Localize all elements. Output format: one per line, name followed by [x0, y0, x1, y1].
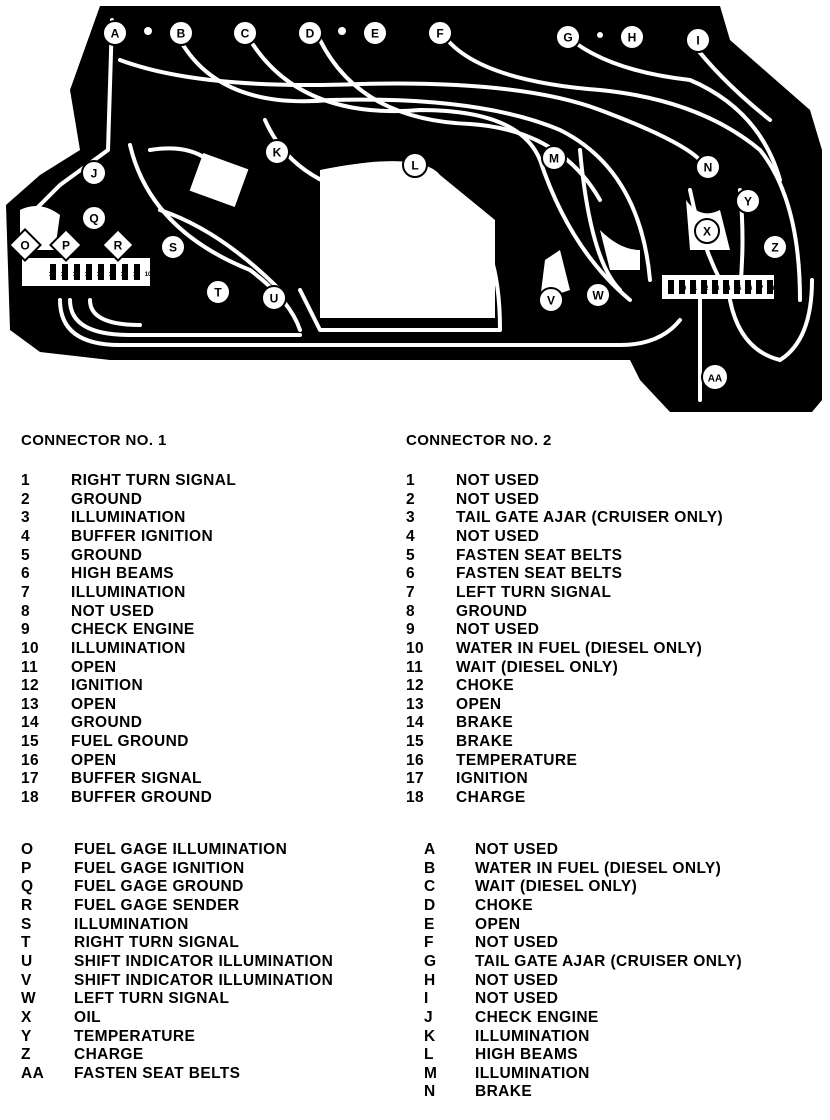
pad-aa: [702, 364, 728, 390]
connector2-label: LEFT TURN SIGNAL: [456, 583, 612, 601]
circuit-board-diagram: [0, 0, 830, 420]
connector2-key: 13: [406, 695, 425, 713]
connector1-key: 17: [21, 770, 40, 788]
connector1-label: RIGHT TURN SIGNAL: [71, 472, 237, 489]
connector2-key: 15: [406, 733, 425, 751]
letter-legend-right-label: CHECK ENGINE: [475, 1008, 599, 1026]
connector2-label: NOT USED: [456, 490, 540, 508]
pad-v: [539, 288, 563, 312]
pad-label: Y: [743, 194, 753, 209]
pin-number: 14: [96, 272, 104, 278]
letter-legend-left-key: Z: [21, 1046, 31, 1064]
letter-legend-left-label: FUEL GAGE IGNITION: [74, 859, 245, 877]
connector1-key: 11: [21, 658, 39, 676]
letter-legend-left-key: V: [21, 971, 32, 989]
pad-q: [82, 206, 106, 230]
letter-legend-left-label: SHIFT INDICATOR ILLUMINATION: [74, 952, 334, 970]
connector2-title: CONNECTOR NO. 2: [406, 432, 552, 449]
letter-legend-right-key: M: [424, 1064, 438, 1082]
pad-x: [695, 219, 719, 243]
connector2-label: OPEN: [456, 695, 502, 713]
letter-legend-right-key: K: [424, 1027, 436, 1045]
connector1-pin-labels: [49, 272, 152, 278]
letter-legend-right-label: WAIT (DIESEL ONLY): [475, 878, 638, 896]
letter-legend-right-label: ILLUMINATION: [475, 1027, 590, 1045]
letter-legend-left-key: O: [21, 841, 34, 858]
pad-n: [696, 155, 720, 179]
connector2-key: 16: [406, 751, 425, 769]
pad-label: Q: [89, 211, 99, 226]
connector1-key: 12: [21, 677, 40, 695]
letter-legend-left-key: S: [21, 915, 32, 933]
pad-label: P: [61, 238, 71, 253]
pad-l: [403, 153, 427, 177]
pad-d: [298, 21, 322, 45]
letter-legend-right-label: NOT USED: [475, 934, 559, 952]
pad-c: [233, 21, 257, 45]
connector2-key: 7: [406, 583, 416, 601]
connector2-key: 14: [406, 714, 425, 732]
pad-label: T: [214, 285, 222, 300]
pad-label: O: [20, 238, 30, 253]
letter-legend-right-label: ILLUMINATION: [475, 1064, 590, 1082]
pad-y: [736, 189, 760, 213]
pad-label: I: [696, 33, 700, 48]
pad-label: R: [113, 238, 123, 253]
pad-t: [206, 280, 230, 304]
connector2-label: CHARGE: [456, 789, 526, 807]
pad-label: V: [546, 293, 556, 308]
connector2-key: 17: [406, 770, 425, 788]
pin-number: 16: [745, 286, 753, 292]
pad-label: S: [168, 240, 178, 255]
connector1-label: BUFFER IGNITION: [71, 527, 214, 545]
pad-u: [262, 286, 286, 310]
pad-label: J: [90, 166, 98, 181]
connector2-key: 12: [406, 677, 425, 695]
connector1-key: 5: [21, 546, 31, 564]
letter-legend-left-label: TEMPERATURE: [74, 1027, 196, 1045]
connector1-key: 9: [21, 621, 31, 639]
pin-number: 9: [670, 286, 674, 292]
letter-legend-right-label: NOT USED: [475, 971, 559, 989]
pad-label: F: [436, 26, 444, 41]
pin-number: 14: [723, 286, 731, 292]
pad-label: G: [563, 30, 573, 45]
pad-h: [620, 25, 644, 49]
letter-legend-right-key: A: [424, 841, 436, 858]
pin-number: 18: [48, 272, 56, 278]
pad-e: [363, 21, 387, 45]
connector2-label: IGNITION: [456, 770, 529, 788]
pad-label: C: [240, 26, 250, 41]
letter-legend-left-key: T: [21, 934, 31, 952]
letter-legend-right-key: N: [424, 1083, 436, 1101]
connector1-label: OPEN: [71, 658, 117, 676]
pad-label: K: [272, 145, 282, 160]
pad-label: Z: [771, 240, 779, 255]
connector2-label: BRAKE: [456, 733, 514, 751]
pin-number: 11: [690, 286, 698, 292]
letter-legend-right-key: G: [424, 952, 437, 970]
connector1-key: 1: [21, 472, 31, 489]
connector1-label: HIGH BEAMS: [71, 565, 175, 583]
pad-i: [686, 28, 710, 52]
connector2-label: FASTEN SEAT BELTS: [456, 546, 623, 564]
letter-legend-right-key: F: [424, 934, 434, 952]
connector2-label: NOT USED: [456, 621, 540, 639]
letter-legend-left-label: FUEL GAGE ILLUMINATION: [74, 841, 288, 858]
connector2-key: 1: [406, 472, 416, 489]
connector1-key: 14: [21, 714, 40, 732]
pad-w: [586, 283, 610, 307]
pad-label: M: [549, 151, 559, 166]
letter-legend-left-label: CHARGE: [74, 1046, 144, 1064]
letter-legend-left-key: X: [21, 1008, 32, 1026]
letter-legend-left-label: FUEL GAGE SENDER: [74, 896, 240, 914]
letter-legend-left-label: FASTEN SEAT BELTS: [74, 1064, 241, 1082]
pin-number: 18: [767, 286, 775, 292]
letter-legend-left-key: Y: [21, 1027, 32, 1045]
connector2-label: NOT USED: [456, 527, 540, 545]
connector2-key: 11: [406, 658, 424, 676]
letter-legend-left-label: ILLUMINATION: [74, 915, 189, 933]
pin-number: 16: [72, 272, 80, 278]
connector1-key: 15: [21, 733, 40, 751]
connector1-label: OPEN: [71, 751, 117, 769]
letter-legend-right-label: NOT USED: [475, 841, 559, 858]
connector2-key: 2: [406, 490, 416, 508]
letter-legend-right-label: NOT USED: [475, 990, 559, 1008]
letter-legend-right-key: D: [424, 896, 436, 914]
connector2-key: 5: [406, 546, 416, 564]
letter-legend-left-key: U: [21, 952, 33, 970]
pad-f: [428, 21, 452, 45]
letter-legend-left-label: OIL: [74, 1008, 102, 1026]
pad-label: X: [702, 224, 712, 239]
connector1-label: GROUND: [71, 490, 143, 508]
pin-number: 15: [734, 286, 742, 292]
pad-label: E: [370, 26, 380, 41]
letter-legend-right-key: H: [424, 971, 436, 989]
connector2-label: GROUND: [456, 602, 528, 620]
letter-legend-left-label: SHIFT INDICATOR ILLUMINATION: [74, 971, 334, 989]
connector2-label: WAIT (DIESEL ONLY): [456, 658, 619, 676]
pad-label: D: [305, 26, 315, 41]
pad-a: [103, 21, 127, 45]
letter-legend-right-label: OPEN: [475, 915, 521, 933]
connector1-label: ILLUMINATION: [71, 639, 186, 657]
pad-label: H: [627, 30, 637, 45]
pad-g: [556, 25, 580, 49]
letter-legend-right-label: WATER IN FUEL (DIESEL ONLY): [475, 859, 722, 877]
pin-number: 10: [679, 286, 687, 292]
letter-legend-left-key: P: [21, 859, 32, 877]
connector1-key: 2: [21, 490, 31, 508]
letter-legend-right-key: E: [424, 915, 435, 933]
connector1-label: GROUND: [71, 546, 143, 564]
connector2-label: TEMPERATURE: [456, 751, 578, 769]
letter-legend-left-label: LEFT TURN SIGNAL: [74, 990, 230, 1008]
connector2-label: TAIL GATE AJAR (CRUISER ONLY): [456, 509, 724, 527]
pin-number: 13: [712, 286, 720, 292]
connector2-key: 9: [406, 621, 416, 639]
connector2-key: 6: [406, 565, 416, 583]
connector1-label: FUEL GROUND: [71, 733, 189, 751]
letter-legend-right-key: B: [424, 859, 436, 877]
letter-legend-right-key: J: [424, 1008, 434, 1026]
connector1-key: 18: [21, 789, 40, 807]
connector1-key: 13: [21, 695, 40, 713]
pad-label: L: [411, 158, 419, 173]
connector1-label: BUFFER SIGNAL: [71, 770, 202, 788]
letter-legend-right-key: C: [424, 878, 436, 896]
letter-legend-right-key: L: [424, 1046, 434, 1064]
connector1-title: CONNECTOR NO. 1: [21, 432, 167, 449]
letter-legend-right-label: BRAKE: [475, 1083, 533, 1101]
connector1-label: GROUND: [71, 714, 143, 732]
pin-number: 15: [84, 272, 92, 278]
letter-legend-left-key: Q: [21, 878, 34, 896]
connector2-key: 3: [406, 509, 416, 527]
pad-label: U: [269, 291, 279, 306]
pin-number: 17: [60, 272, 68, 278]
pad-label: B: [176, 26, 186, 41]
pin-number: 17: [756, 286, 764, 292]
connector1-key: 6: [21, 565, 31, 583]
letter-legend-right-label: HIGH BEAMS: [475, 1046, 579, 1064]
connector1-key: 16: [21, 751, 40, 769]
connector2-key: 10: [406, 639, 425, 657]
pad-k: [265, 140, 289, 164]
letter-legend-right-label: TAIL GATE AJAR (CRUISER ONLY): [475, 952, 743, 970]
connector2-key: 18: [406, 789, 425, 807]
connector1-label: ILLUMINATION: [71, 509, 186, 527]
connector1-key: 10: [21, 639, 40, 657]
pad-label: AA: [707, 373, 723, 385]
letter-legend-right-label: CHOKE: [475, 896, 533, 914]
connector2-key: 8: [406, 602, 416, 620]
connector1-key: 8: [21, 602, 31, 620]
connector1-key: 7: [21, 583, 31, 601]
connector1-label: IGNITION: [71, 677, 144, 695]
pad-label: N: [703, 160, 713, 175]
letter-legend-right-key: I: [424, 990, 429, 1008]
connector2-label: NOT USED: [456, 472, 540, 489]
letter-legend-left-key: R: [21, 896, 33, 914]
pad-label: A: [110, 26, 120, 41]
connector1-key: 3: [21, 509, 31, 527]
connector2-label: FASTEN SEAT BELTS: [456, 565, 623, 583]
letter-legend-left-key: AA: [21, 1064, 45, 1082]
connector2-key: 4: [406, 527, 416, 545]
pad-j: [82, 161, 106, 185]
connector2-label: WATER IN FUEL (DIESEL ONLY): [456, 639, 703, 657]
pin-number: 13: [108, 272, 116, 278]
pad-b: [169, 21, 193, 45]
connector1-label: NOT USED: [71, 602, 155, 620]
connector1-label: OPEN: [71, 695, 117, 713]
letter-legend-left-label: FUEL GAGE GROUND: [74, 878, 244, 896]
connector1-key: 4: [21, 527, 31, 545]
pad-s: [161, 235, 185, 259]
letter-legend-left-label: RIGHT TURN SIGNAL: [74, 934, 240, 952]
pin-number: 12: [120, 272, 128, 278]
pad-label: W: [592, 288, 604, 303]
connector1-label: BUFFER GROUND: [71, 789, 213, 807]
connector2-label: CHOKE: [456, 677, 514, 695]
connector1-label: CHECK ENGINE: [71, 621, 195, 639]
pad-z: [763, 235, 787, 259]
connector1-label: ILLUMINATION: [71, 583, 186, 601]
connector2-label: BRAKE: [456, 714, 514, 732]
letter-legend-left-key: W: [21, 990, 37, 1008]
pin-number: 12: [701, 286, 709, 292]
pad-m: [542, 146, 566, 170]
pin-number: 11: [132, 272, 140, 278]
pin-number: 10: [144, 272, 152, 278]
